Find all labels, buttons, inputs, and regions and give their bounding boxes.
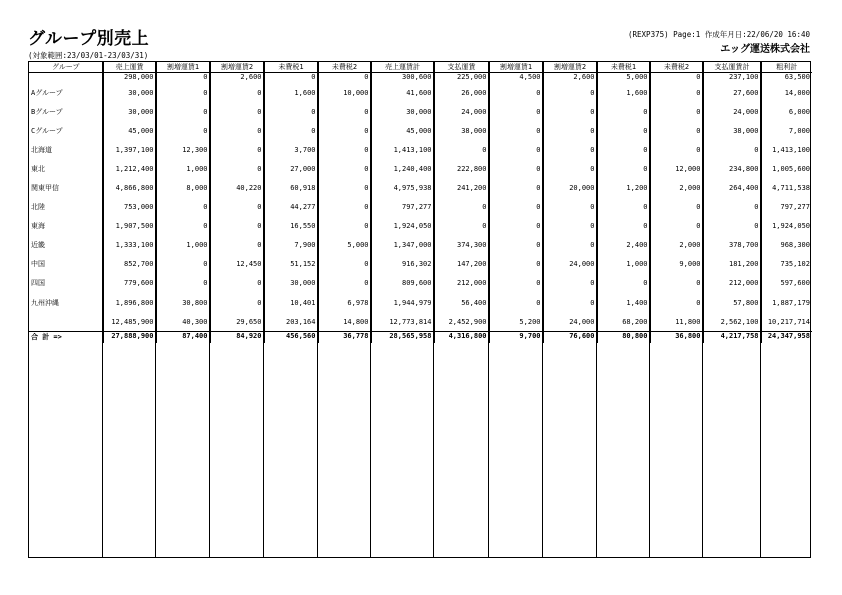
- amount-cell: 24,000: [543, 312, 597, 332]
- amount-cell: 6,000: [788, 107, 810, 116]
- total-cell: 36,800: [650, 332, 703, 344]
- amount-cell: 0: [489, 217, 543, 236]
- group-cell: 近畿: [29, 236, 103, 255]
- amount-cell: 1,907,500: [103, 217, 156, 236]
- amount-cell: 0: [543, 159, 597, 178]
- total-cell: 4,316,800: [434, 332, 489, 344]
- sales-report-table: [28, 61, 811, 558]
- amount-cell: 26,000: [434, 83, 489, 102]
- amount-cell: 30,800: [156, 293, 210, 312]
- amount-cell: 0: [210, 83, 264, 102]
- amount-cell: 16,550: [264, 217, 318, 236]
- amount-cell: 1,240,400: [371, 159, 434, 178]
- amount-cell: 753,000: [103, 198, 156, 217]
- total-cell: 4,217,758: [703, 332, 761, 344]
- amount-cell: 222,800: [434, 159, 489, 178]
- amount-cell: 41,600: [371, 83, 434, 102]
- amount-cell: 24,000: [703, 102, 761, 121]
- total-cell: 24,347,958: [761, 332, 812, 344]
- amount-cell: 2,400: [597, 236, 650, 255]
- total-cell: 80,800: [597, 332, 650, 344]
- amount-cell: 0: [156, 83, 210, 102]
- total-cell: 28,565,958: [371, 332, 434, 344]
- company-name: エッグ運送株式会社: [720, 44, 810, 55]
- amount-cell: 30,000: [371, 102, 434, 121]
- amount-cell: 3,700: [264, 140, 318, 159]
- amount-cell: 68,200: [597, 312, 650, 332]
- amount-cell: 60,918: [264, 178, 318, 197]
- amount-cell: 0: [210, 159, 264, 178]
- table-row: [29, 312, 812, 332]
- amount-cell: 0: [264, 73, 318, 84]
- amount-cell: 4,711,538: [772, 184, 810, 193]
- amount-cell: 0: [264, 121, 318, 140]
- total-cell: 84,920: [210, 332, 264, 344]
- amount-cell: 0: [489, 178, 543, 197]
- amount-cell: 0: [489, 83, 543, 102]
- amount-cell: 0: [210, 293, 264, 312]
- amount-cell: 1,397,100: [103, 140, 156, 159]
- amount-cell: 0: [210, 102, 264, 121]
- amount-cell: 735,102: [780, 260, 810, 269]
- amount-cell: 0: [156, 102, 210, 121]
- amount-cell: 1,896,800: [103, 293, 156, 312]
- total-cell: 76,600: [543, 332, 597, 344]
- amount-cell: 378,700: [703, 236, 761, 255]
- amount-cell: 0: [650, 274, 703, 293]
- group-cell: 中国: [29, 255, 103, 274]
- amount-cell: 0: [156, 198, 210, 217]
- report-meta: (REXP375) Page:1 作成年月日:22/06/20 16:40: [628, 30, 810, 39]
- amount-cell: 1,200: [597, 178, 650, 197]
- date-range: (対象範囲:23/03/01-23/03/31): [28, 51, 149, 60]
- column-header: 粗利計: [761, 62, 812, 73]
- total-cell: 456,560: [264, 332, 318, 344]
- group-cell: 四国: [29, 274, 103, 293]
- amount-cell: 0: [434, 217, 489, 236]
- group-cell: 九州沖縄: [29, 293, 103, 312]
- group-cell: [29, 73, 103, 84]
- amount-cell: 0: [597, 159, 650, 178]
- report-title: グループ別売上: [28, 29, 150, 49]
- table-row: [29, 293, 812, 312]
- amount-cell: 10,000: [318, 83, 371, 102]
- amount-cell: 27,000: [264, 159, 318, 178]
- table-row: [29, 102, 812, 121]
- amount-cell: 0: [156, 255, 210, 274]
- amount-cell: 797,277: [371, 198, 434, 217]
- group-cell: Cグループ: [29, 121, 103, 140]
- amount-cell: 14,800: [318, 312, 371, 332]
- amount-cell: 968,300: [780, 241, 810, 250]
- amount-cell: 0: [318, 274, 371, 293]
- amount-cell: 1,000: [597, 255, 650, 274]
- amount-cell: 57,800: [703, 293, 761, 312]
- amount-cell: 0: [650, 73, 703, 84]
- amount-cell: 203,164: [264, 312, 318, 332]
- table-row: [29, 255, 812, 274]
- total-label: 合 計 =>: [29, 332, 103, 344]
- table-row: [29, 121, 812, 140]
- amount-cell: 181,200: [703, 255, 761, 274]
- total-cell: 36,778: [318, 332, 371, 344]
- amount-cell: 20,000: [543, 178, 597, 197]
- column-header: 割増運賃1: [156, 62, 210, 73]
- amount-cell: 0: [318, 178, 371, 197]
- amount-cell: 2,000: [650, 236, 703, 255]
- amount-cell: 0: [597, 102, 650, 121]
- amount-cell: 45,000: [371, 121, 434, 140]
- amount-cell: 212,000: [703, 274, 761, 293]
- amount-cell: 237,100: [703, 73, 761, 84]
- amount-cell: 5,000: [597, 73, 650, 84]
- amount-cell: 9,000: [650, 255, 703, 274]
- amount-cell: 0: [318, 217, 371, 236]
- total-cell: 27,888,900: [103, 332, 156, 344]
- amount-cell: 0: [703, 198, 761, 217]
- amount-cell: 40,300: [156, 312, 210, 332]
- amount-cell: 12,485,900: [103, 312, 156, 332]
- amount-cell: 809,600: [371, 274, 434, 293]
- amount-cell: 597,600: [780, 279, 810, 288]
- amount-cell: 0: [543, 217, 597, 236]
- column-header: 割増運賃1: [489, 62, 543, 73]
- amount-cell: 0: [650, 140, 703, 159]
- amount-cell: 29,650: [210, 312, 264, 332]
- amount-cell: 852,700: [103, 255, 156, 274]
- amount-cell: 11,800: [650, 312, 703, 332]
- amount-cell: 5,200: [489, 312, 543, 332]
- amount-cell: 24,000: [543, 255, 597, 274]
- column-header: 売上運賃: [103, 62, 156, 73]
- group-cell: 東海: [29, 217, 103, 236]
- amount-cell: 0: [156, 274, 210, 293]
- amount-cell: 0: [156, 73, 210, 84]
- amount-cell: 12,450: [210, 255, 264, 274]
- amount-cell: 45,000: [103, 121, 156, 140]
- amount-cell: 0: [210, 121, 264, 140]
- amount-cell: 12,773,814: [371, 312, 434, 332]
- amount-cell: 0: [650, 102, 703, 121]
- amount-cell: 24,000: [434, 102, 489, 121]
- amount-cell: 0: [156, 121, 210, 140]
- amount-cell: 10,401: [264, 293, 318, 312]
- group-cell: Bグループ: [29, 102, 103, 121]
- group-cell: [29, 312, 103, 332]
- amount-cell: 0: [597, 198, 650, 217]
- amount-cell: 0: [597, 217, 650, 236]
- amount-cell: 1,600: [597, 83, 650, 102]
- amount-cell: 0: [489, 102, 543, 121]
- amount-cell: 0: [703, 217, 761, 236]
- amount-cell: 0: [210, 274, 264, 293]
- amount-cell: 797,277: [780, 203, 810, 212]
- amount-cell: 30,000: [264, 274, 318, 293]
- amount-cell: 1,400: [597, 293, 650, 312]
- table-row: [29, 198, 812, 217]
- amount-cell: 6,978: [318, 293, 371, 312]
- amount-cell: 0: [650, 198, 703, 217]
- amount-cell: 0: [434, 198, 489, 217]
- amount-cell: 0: [597, 121, 650, 140]
- column-header: 未費税2: [318, 62, 371, 73]
- amount-cell: 56,400: [434, 293, 489, 312]
- column-header: 未費税2: [650, 62, 703, 73]
- amount-cell: 1,000: [156, 159, 210, 178]
- amount-cell: 30,000: [103, 83, 156, 102]
- amount-cell: 51,152: [264, 255, 318, 274]
- amount-cell: 4,975,938: [371, 178, 434, 197]
- amount-cell: 63,500: [784, 73, 810, 81]
- column-header: グループ: [29, 62, 103, 73]
- amount-cell: 0: [650, 121, 703, 140]
- amount-cell: 0: [264, 102, 318, 121]
- group-cell: Aグループ: [29, 83, 103, 102]
- amount-cell: 0: [543, 274, 597, 293]
- amount-cell: 44,277: [264, 198, 318, 217]
- amount-cell: 0: [650, 217, 703, 236]
- table-row: [29, 274, 812, 293]
- amount-cell: 12,300: [156, 140, 210, 159]
- amount-cell: 0: [318, 73, 371, 84]
- group-cell: 関東甲信: [29, 178, 103, 197]
- amount-cell: 8,000: [156, 178, 210, 197]
- amount-cell: 1,600: [264, 83, 318, 102]
- amount-cell: 0: [434, 140, 489, 159]
- amount-cell: 241,200: [434, 178, 489, 197]
- amount-cell: 0: [543, 236, 597, 255]
- amount-cell: 12,000: [650, 159, 703, 178]
- total-cell: 87,400: [156, 332, 210, 344]
- amount-cell: 0: [597, 274, 650, 293]
- amount-cell: 4,500: [489, 73, 543, 84]
- amount-cell: 0: [318, 198, 371, 217]
- amount-cell: 5,000: [318, 236, 371, 255]
- table-row: [29, 83, 812, 102]
- group-cell: 北陸: [29, 198, 103, 217]
- amount-cell: 0: [489, 159, 543, 178]
- total-row: [29, 332, 812, 344]
- amount-cell: 0: [543, 102, 597, 121]
- amount-cell: 0: [318, 159, 371, 178]
- amount-cell: 27,600: [703, 83, 761, 102]
- table-row: [29, 140, 812, 159]
- amount-cell: 0: [489, 274, 543, 293]
- amount-cell: 0: [543, 121, 597, 140]
- amount-cell: 40,220: [210, 178, 264, 197]
- table-row: [29, 159, 812, 178]
- amount-cell: 0: [210, 236, 264, 255]
- amount-cell: 1,212,400: [103, 159, 156, 178]
- amount-cell: 1,347,000: [371, 236, 434, 255]
- amount-cell: 212,000: [434, 274, 489, 293]
- amount-cell: 374,300: [434, 236, 489, 255]
- amount-cell: 1,413,100: [772, 145, 810, 154]
- column-header: 支払運賃: [434, 62, 489, 73]
- amount-cell: 0: [318, 255, 371, 274]
- amount-cell: 10,217,714: [767, 317, 810, 326]
- amount-cell: 0: [489, 293, 543, 312]
- total-cell: 9,700: [489, 332, 543, 344]
- amount-cell: 779,600: [103, 274, 156, 293]
- amount-cell: 916,302: [371, 255, 434, 274]
- amount-cell: 0: [650, 83, 703, 102]
- group-cell: 北海道: [29, 140, 103, 159]
- table-row: [29, 236, 812, 255]
- amount-cell: 0: [489, 255, 543, 274]
- amount-cell: 2,000: [650, 178, 703, 197]
- amount-cell: 147,200: [434, 255, 489, 274]
- amount-cell: 1,000: [156, 236, 210, 255]
- amount-cell: 1,413,100: [371, 140, 434, 159]
- amount-cell: 0: [650, 293, 703, 312]
- table-row: [29, 73, 812, 84]
- amount-cell: 264,400: [703, 178, 761, 197]
- amount-cell: 0: [543, 293, 597, 312]
- amount-cell: 2,562,100: [703, 312, 761, 332]
- column-header: 未費税1: [264, 62, 318, 73]
- amount-cell: 0: [210, 140, 264, 159]
- amount-cell: 4,866,800: [103, 178, 156, 197]
- amount-cell: 298,000: [103, 73, 156, 84]
- amount-cell: 38,000: [703, 121, 761, 140]
- amount-cell: 2,452,900: [434, 312, 489, 332]
- amount-cell: 2,600: [210, 73, 264, 84]
- group-cell: 東北: [29, 159, 103, 178]
- amount-cell: 1,887,179: [772, 298, 810, 307]
- amount-cell: 1,944,979: [371, 293, 434, 312]
- amount-cell: 14,000: [784, 88, 810, 97]
- amount-cell: 0: [318, 102, 371, 121]
- amount-cell: 0: [597, 140, 650, 159]
- amount-cell: 0: [543, 198, 597, 217]
- column-header: 割増運賃2: [210, 62, 264, 73]
- column-header: 割増運賃2: [543, 62, 597, 73]
- amount-cell: 0: [156, 217, 210, 236]
- amount-cell: 1,333,100: [103, 236, 156, 255]
- table-row: [29, 178, 812, 197]
- amount-cell: 38,000: [434, 121, 489, 140]
- amount-cell: 0: [210, 217, 264, 236]
- amount-cell: 0: [318, 140, 371, 159]
- amount-cell: 0: [543, 83, 597, 102]
- amount-cell: 1,924,050: [772, 222, 810, 231]
- column-header: 支払運賃計: [703, 62, 761, 73]
- amount-cell: 7,900: [264, 236, 318, 255]
- column-header: 未費税1: [597, 62, 650, 73]
- amount-cell: 0: [489, 121, 543, 140]
- amount-cell: 30,000: [103, 102, 156, 121]
- amount-cell: 0: [489, 140, 543, 159]
- amount-cell: 0: [703, 140, 761, 159]
- amount-cell: 0: [489, 198, 543, 217]
- amount-cell: 2,600: [543, 73, 597, 84]
- amount-cell: 0: [210, 198, 264, 217]
- amount-cell: 1,005,600: [772, 164, 810, 173]
- table-row: [29, 217, 812, 236]
- amount-cell: 0: [318, 121, 371, 140]
- amount-cell: 7,000: [788, 126, 810, 135]
- amount-cell: 234,800: [703, 159, 761, 178]
- amount-cell: 0: [543, 140, 597, 159]
- amount-cell: 0: [489, 236, 543, 255]
- amount-cell: 1,924,050: [371, 217, 434, 236]
- amount-cell: 225,000: [434, 73, 489, 84]
- header-row: [29, 62, 812, 73]
- column-header: 売上運賃計: [371, 62, 434, 73]
- amount-cell: 300,600: [371, 73, 434, 84]
